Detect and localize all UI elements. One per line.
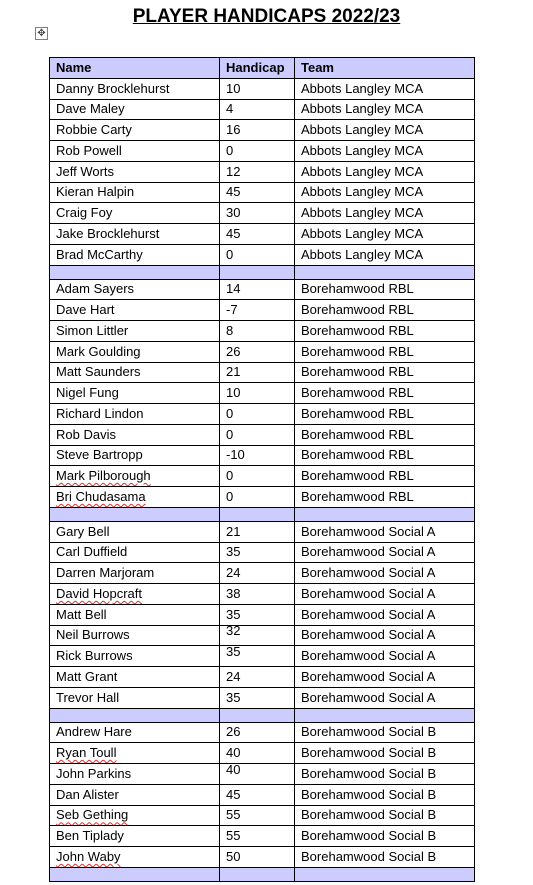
handicap-cell [220, 224, 295, 245]
handicap-cell [220, 404, 295, 425]
team-name-cell: Borehamwood Social A [295, 667, 475, 688]
table-row [50, 383, 475, 404]
handicap-cell [220, 341, 295, 362]
handicap-value: 55 [226, 828, 241, 844]
separator-cell [295, 867, 475, 881]
handicap-value: 30 [226, 205, 241, 221]
player-name: Adam Sayers [56, 281, 135, 297]
player-name: Rob Powell [56, 142, 122, 158]
team-name-cell: Borehamwood RBL [295, 466, 475, 487]
player-name: Seb Gething [56, 807, 129, 823]
player-name: Rob Davis [56, 426, 116, 442]
team-name-cell: Borehamwood RBL [295, 445, 475, 466]
handicap-value: -7 [226, 302, 238, 318]
player-name-cell [50, 244, 220, 265]
player-name-cell [50, 847, 220, 868]
player-name: Nigel Fung [56, 385, 119, 401]
team-name-cell: Borehamwood RBL [295, 341, 475, 362]
player-name-cell [50, 445, 220, 466]
player-name-cell [50, 687, 220, 708]
handicap-value: 21 [226, 364, 241, 380]
team-name-cell: Borehamwood Social B [295, 805, 475, 826]
handicap-value: 26 [226, 343, 241, 359]
player-name: Mark Goulding [56, 343, 141, 359]
table-row [50, 466, 475, 487]
separator-cell [220, 867, 295, 881]
team-name-cell: Abbots Langley MCA [295, 78, 475, 99]
handicap-value: 14 [226, 281, 241, 297]
handicap-cell [220, 424, 295, 445]
handicap-cell [220, 826, 295, 847]
player-name-cell [50, 784, 220, 805]
player-name-cell [50, 743, 220, 764]
table-row [50, 743, 475, 764]
team-name-cell: Borehamwood RBL [295, 383, 475, 404]
table-row [50, 847, 475, 868]
player-name: Simon Littler [56, 322, 129, 338]
player-name-cell [50, 182, 220, 203]
handicap-value: 0 [226, 142, 234, 158]
player-name: Ben Tiplady [56, 828, 124, 844]
player-name-cell [50, 279, 220, 300]
team-name-cell: Abbots Langley MCA [295, 182, 475, 203]
player-name-cell [50, 99, 220, 120]
player-name-cell [50, 563, 220, 584]
player-name-cell [50, 764, 220, 785]
player-name: Richard Lindon [56, 405, 144, 421]
handicap-cell [220, 141, 295, 162]
handicap-cell [220, 563, 295, 584]
handicap-value: 45 [226, 225, 241, 241]
player-name: John Parkins [56, 765, 132, 781]
player-name: Mark Pilborough [56, 468, 151, 484]
handicap-cell [220, 667, 295, 688]
handicap-cell [220, 120, 295, 141]
player-name: John Waby [56, 848, 121, 864]
player-name-cell [50, 404, 220, 425]
team-name-cell: Abbots Langley MCA [295, 141, 475, 162]
player-name: Kieran Halpin [56, 184, 135, 200]
table-row [50, 279, 475, 300]
player-name: Neil Burrows [56, 627, 130, 643]
player-name-cell [50, 362, 220, 383]
handicap-value: 0 [226, 405, 234, 421]
header-handicap: Handicap [220, 58, 295, 79]
handicap-cell [220, 646, 295, 667]
handicap-value: 21 [226, 523, 241, 539]
handicap-cell [220, 687, 295, 708]
table-body [50, 78, 475, 881]
team-name-cell: Borehamwood Social B [295, 847, 475, 868]
handicap-cell [220, 279, 295, 300]
team-name-cell: Abbots Langley MCA [295, 203, 475, 224]
table-row [50, 826, 475, 847]
handicap-cell [220, 78, 295, 99]
player-name-cell [50, 203, 220, 224]
player-name: Darren Marjoram [56, 565, 155, 581]
header-name: Name [50, 58, 220, 79]
team-name-cell: Borehamwood Social B [295, 722, 475, 743]
player-name-cell [50, 625, 220, 646]
team-name-cell: Borehamwood RBL [295, 404, 475, 425]
team-name-cell: Abbots Langley MCA [295, 224, 475, 245]
handicap-cell [220, 383, 295, 404]
table-row [50, 321, 475, 342]
table-row [50, 224, 475, 245]
player-name: Jeff Worts [56, 163, 115, 179]
handicap-value: 40 [226, 745, 241, 761]
table-row [50, 203, 475, 224]
handicap-value: 16 [226, 122, 241, 138]
player-name-cell [50, 341, 220, 362]
player-name-cell [50, 542, 220, 563]
table-row [50, 542, 475, 563]
handicap-cell [220, 182, 295, 203]
team-separator-row [50, 708, 475, 722]
team-name-cell: Borehamwood Social A [295, 646, 475, 667]
handicap-value: 8 [226, 322, 234, 338]
handicap-cell [220, 466, 295, 487]
table-row [50, 341, 475, 362]
header-team: Team [295, 58, 475, 79]
separator-cell [50, 708, 220, 722]
team-name-cell: Borehamwood Social A [295, 604, 475, 625]
team-name-cell: Borehamwood RBL [295, 321, 475, 342]
player-name: Matt Grant [56, 668, 118, 684]
handicap-value: 55 [226, 807, 241, 823]
player-name: Craig Foy [56, 205, 113, 221]
handicap-value: 35 [226, 606, 241, 622]
team-name-cell: Borehamwood RBL [295, 362, 475, 383]
handicap-cell [220, 203, 295, 224]
handicap-cell [220, 743, 295, 764]
handicap-cell [220, 487, 295, 508]
handicap-value: -10 [226, 447, 245, 463]
handicap-value: 0 [226, 426, 234, 442]
separator-cell [220, 708, 295, 722]
table-row [50, 161, 475, 182]
separator-cell [295, 265, 475, 279]
player-name: Rick Burrows [56, 648, 133, 664]
separator-cell [220, 265, 295, 279]
team-name-cell: Borehamwood RBL [295, 424, 475, 445]
team-name-cell: Borehamwood Social A [295, 521, 475, 542]
handicap-cell [220, 99, 295, 120]
handicap-value: 32 [226, 625, 241, 639]
table-row [50, 141, 475, 162]
team-name-cell: Abbots Langley MCA [295, 244, 475, 265]
team-name-cell: Borehamwood Social A [295, 687, 475, 708]
team-name-cell: Borehamwood Social A [295, 584, 475, 605]
player-name-cell [50, 120, 220, 141]
team-name-cell: Borehamwood Social B [295, 764, 475, 785]
table-row [50, 404, 475, 425]
handicap-value: 35 [226, 689, 241, 705]
player-name: David Hopcraft [56, 585, 142, 601]
table-row [50, 521, 475, 542]
table-row [50, 764, 475, 785]
player-name: Bri Chudasama [56, 488, 146, 504]
table-row [50, 362, 475, 383]
team-name-cell: Abbots Langley MCA [295, 99, 475, 120]
team-name-cell: Borehamwood Social A [295, 542, 475, 563]
player-name: Brad McCarthy [56, 246, 143, 262]
player-name-cell [50, 805, 220, 826]
separator-cell [50, 507, 220, 521]
handicap-cell [220, 722, 295, 743]
table-row [50, 424, 475, 445]
handicap-value: 38 [226, 585, 241, 601]
handicap-value: 26 [226, 724, 241, 740]
team-name-cell: Borehamwood Social A [295, 563, 475, 584]
handicap-value: 40 [226, 763, 241, 777]
handicap-value: 0 [226, 246, 234, 262]
player-name: Andrew Hare [56, 724, 132, 740]
handicap-value: 12 [226, 163, 241, 179]
player-name: Gary Bell [56, 523, 110, 539]
player-name: Dave Maley [56, 101, 125, 117]
handicap-value: 10 [226, 385, 241, 401]
handicap-value: 24 [226, 565, 241, 581]
player-name: Matt Bell [56, 606, 107, 622]
player-name-cell [50, 78, 220, 99]
player-name: Robbie Carty [56, 122, 132, 138]
player-name: Carl Duffield [56, 544, 128, 560]
player-name-cell [50, 487, 220, 508]
handicap-cell [220, 625, 295, 646]
player-name-cell [50, 826, 220, 847]
table-row [50, 784, 475, 805]
team-separator-row [50, 265, 475, 279]
handicap-cell [220, 584, 295, 605]
player-name: Dave Hart [56, 302, 115, 318]
handicap-value: 35 [226, 544, 241, 560]
handicap-cell [220, 847, 295, 868]
table-row [50, 722, 475, 743]
player-name-cell [50, 667, 220, 688]
separator-cell [50, 265, 220, 279]
table-row [50, 667, 475, 688]
player-name: Trevor Hall [56, 689, 120, 705]
table-header-row [50, 58, 475, 79]
player-name-cell [50, 424, 220, 445]
handicap-cell [220, 784, 295, 805]
separator-cell [295, 708, 475, 722]
team-name-cell: Borehamwood RBL [295, 487, 475, 508]
player-name-cell [50, 466, 220, 487]
team-name-cell: Abbots Langley MCA [295, 120, 475, 141]
table-row [50, 120, 475, 141]
team-name-cell: Borehamwood Social B [295, 743, 475, 764]
table-row [50, 584, 475, 605]
player-name-cell [50, 224, 220, 245]
player-name: Ryan Toull [56, 745, 117, 761]
separator-cell [220, 507, 295, 521]
team-name-cell: Borehamwood Social B [295, 784, 475, 805]
separator-cell [50, 867, 220, 881]
handicap-value: 45 [226, 184, 241, 200]
table-move-handle-icon[interactable]: ✥ [35, 27, 48, 40]
handicap-cell [220, 604, 295, 625]
player-name-cell [50, 584, 220, 605]
handicap-value: 0 [226, 468, 234, 484]
handicap-table [49, 57, 475, 882]
player-name-cell [50, 521, 220, 542]
player-name-cell [50, 646, 220, 667]
handicap-cell [220, 300, 295, 321]
table-row [50, 445, 475, 466]
handicap-cell [220, 362, 295, 383]
player-name: Jake Brocklehurst [56, 225, 160, 241]
player-name-cell [50, 383, 220, 404]
handicap-value: 10 [226, 80, 241, 96]
handicap-cell [220, 521, 295, 542]
table-row [50, 687, 475, 708]
table-row [50, 78, 475, 99]
team-name-cell: Borehamwood Social A [295, 625, 475, 646]
handicap-value: 50 [226, 848, 241, 864]
team-name-cell: Borehamwood Social B [295, 826, 475, 847]
team-name-cell: Borehamwood RBL [295, 279, 475, 300]
team-name-cell: Abbots Langley MCA [295, 161, 475, 182]
handicap-value: 35 [226, 645, 241, 660]
table-row [50, 646, 475, 667]
player-name-cell [50, 141, 220, 162]
player-name-cell [50, 722, 220, 743]
player-name: Steve Bartropp [56, 447, 143, 463]
player-name-cell [50, 604, 220, 625]
handicap-cell [220, 805, 295, 826]
table-row [50, 805, 475, 826]
table-row [50, 300, 475, 321]
handicap-cell [220, 542, 295, 563]
player-name: Matt Saunders [56, 364, 141, 380]
handicap-value: 0 [226, 488, 234, 504]
player-name: Danny Brocklehurst [56, 80, 170, 96]
handicap-value: 24 [226, 668, 241, 684]
player-name: Dan Alister [56, 786, 119, 802]
player-name-cell [50, 161, 220, 182]
handicap-cell [220, 445, 295, 466]
handicap-value: 4 [226, 101, 234, 117]
handicap-cell [220, 244, 295, 265]
document-title: PLAYER HANDICAPS 2022/23 [132, 6, 401, 27]
team-separator-row [50, 867, 475, 881]
handicap-value: 45 [226, 786, 241, 802]
player-name-cell [50, 321, 220, 342]
handicap-cell [220, 321, 295, 342]
table-row [50, 604, 475, 625]
handicap-cell [220, 764, 295, 785]
player-name-cell [50, 300, 220, 321]
handicap-cell [220, 161, 295, 182]
team-separator-row [50, 507, 475, 521]
table-row [50, 487, 475, 508]
table-row [50, 99, 475, 120]
table-row [50, 625, 475, 646]
table-row [50, 182, 475, 203]
table-row [50, 563, 475, 584]
separator-cell [295, 507, 475, 521]
team-name-cell: Borehamwood RBL [295, 300, 475, 321]
table-row [50, 244, 475, 265]
